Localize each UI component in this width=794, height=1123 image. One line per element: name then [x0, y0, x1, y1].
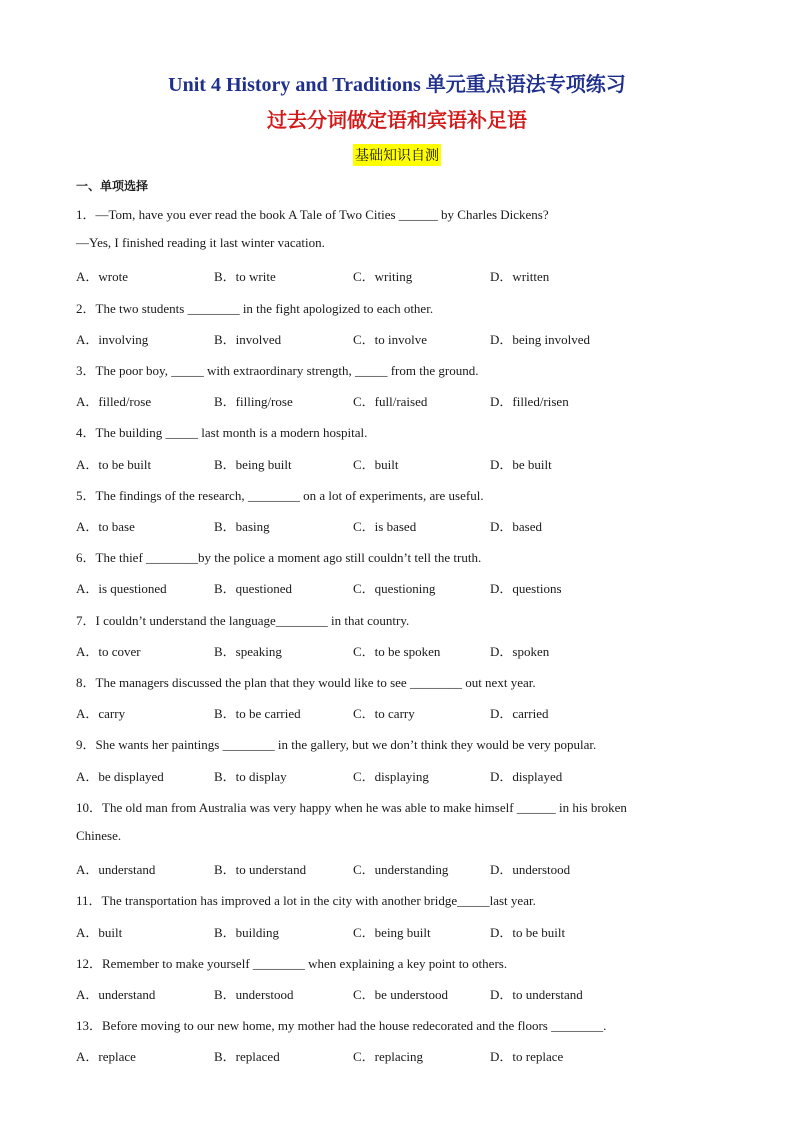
option-c: C．full/raised [353, 394, 428, 410]
question-stem: 9．She wants her paintings ________ in the gallery, but we don’t think they would be very popular. [76, 737, 597, 753]
question-stem-continued: Chinese. [76, 828, 122, 843]
option-b: B．to write [214, 269, 276, 285]
option-d: D．based [490, 519, 542, 534]
option-a: A．wrote [76, 269, 128, 285]
option-c: C．understanding [353, 862, 449, 878]
answer-options [76, 766, 716, 784]
question-stem: 11．The transportation has improved a lot in the city with another bridge_____last year. [76, 893, 536, 909]
option-a: A．is questioned [76, 581, 167, 597]
option-c: C．being built [353, 924, 431, 940]
option-a: A．involving [76, 331, 149, 347]
option-a: A．to base [76, 519, 135, 534]
option-d: D．to replace [490, 1049, 564, 1065]
question-stem: 6．The thief ________by the police a moment ago still couldn’t tell the truth. [76, 550, 482, 566]
badge-row [0, 144, 794, 166]
answer-options [76, 516, 716, 534]
answer-options [76, 454, 716, 472]
question-stem: 3．The poor boy, _____ with extraordinary strength, _____ from the ground. [76, 363, 479, 378]
option-d: D．being involved [490, 331, 591, 347]
answer-options [76, 984, 716, 1002]
option-a: A．replace [76, 1049, 136, 1065]
option-c: C．to involve [353, 331, 428, 347]
option-a: A．understand [76, 862, 156, 878]
answer-options [76, 641, 716, 659]
question-stem: 4．The building _____ last month is a modern hospital. [76, 425, 368, 441]
option-d: D．to be built [490, 924, 566, 940]
option-d: D．filled/risen [490, 394, 569, 410]
answer-options [76, 391, 716, 409]
option-c: C．to be spoken [353, 643, 441, 659]
page-subtitle: 过去分词做定语和宾语补足语 [267, 108, 527, 132]
option-b: B．basing [214, 519, 270, 534]
option-a: A．be displayed [76, 768, 164, 784]
section-heading: 一、单项选择 [76, 179, 149, 193]
option-b: B．to display [214, 768, 287, 784]
option-d: D．spoken [490, 643, 550, 659]
option-b: B．questioned [214, 581, 292, 597]
option-d: D．written [490, 269, 550, 285]
question-stem: 1．—Tom, have you ever read the book A Tale of Two Cities ______ by Charles Dickens? [76, 207, 549, 222]
option-a: A．filled/rose [76, 394, 152, 410]
option-b: B．building [214, 924, 280, 940]
question-stem: 12．Remember to make yourself ________ when explaining a key point to others. [76, 955, 508, 971]
option-d: D．understood [490, 862, 571, 878]
option-d: D．questions [490, 581, 562, 597]
section-badge: 基础知识自测 [353, 144, 441, 166]
option-b: B．speaking [214, 643, 282, 659]
answer-options [76, 578, 716, 596]
question-stem-continued: —Yes, I finished reading it last winter vacation. [76, 235, 325, 251]
option-a: A．built [76, 924, 123, 940]
question-stem: 8．The managers discussed the plan that they would like to see ________ out next year. [76, 675, 536, 690]
option-c: C．is based [353, 519, 417, 534]
answer-options [76, 329, 716, 347]
question-stem: 10．The old man from Australia was very happy when he was able to make himself ______ in his broken [76, 799, 627, 815]
option-c: C．built [353, 456, 399, 472]
option-c: C．replacing [353, 1049, 424, 1065]
option-c: C．questioning [353, 581, 436, 597]
question-stem: 13．Before moving to our new home, my mother had the house redecorated and the floors ________. [76, 1018, 607, 1034]
option-d: D．to understand [490, 987, 583, 1002]
option-b: B．replaced [214, 1049, 280, 1065]
option-a: A．to cover [76, 643, 141, 659]
option-b: B．to be carried [214, 706, 301, 722]
answer-options [76, 266, 716, 284]
option-a: A．to be built [76, 456, 152, 472]
answer-options [76, 922, 716, 940]
option-a: A．carry [76, 706, 126, 722]
page-title: Unit 4 History and Traditions 单元重点语法专项练习 [168, 74, 626, 96]
option-d: D．carried [490, 706, 549, 722]
answer-options [76, 1046, 716, 1064]
option-b: B．involved [214, 331, 282, 347]
option-b: B．understood [214, 987, 294, 1002]
option-b: B．being built [214, 456, 292, 472]
option-c: C．writing [353, 269, 413, 285]
question-stem: 7．I couldn’t understand the language________ in that country. [76, 612, 410, 628]
option-d: D．be built [490, 456, 552, 472]
option-c: C．be understood [353, 987, 448, 1002]
question-stem: 2．The two students ________ in the fight apologized to each other. [76, 300, 434, 316]
answer-options [76, 859, 716, 877]
option-d: D．displayed [490, 768, 563, 784]
option-c: C．to carry [353, 706, 415, 722]
option-b: B．filling/rose [214, 394, 293, 410]
answer-options [76, 703, 716, 721]
option-c: C．displaying [353, 768, 429, 784]
option-b: B．to understand [214, 862, 307, 878]
question-stem: 5．The findings of the research, ________ on a lot of experiments, are useful. [76, 487, 484, 503]
option-a: A．understand [76, 987, 156, 1002]
